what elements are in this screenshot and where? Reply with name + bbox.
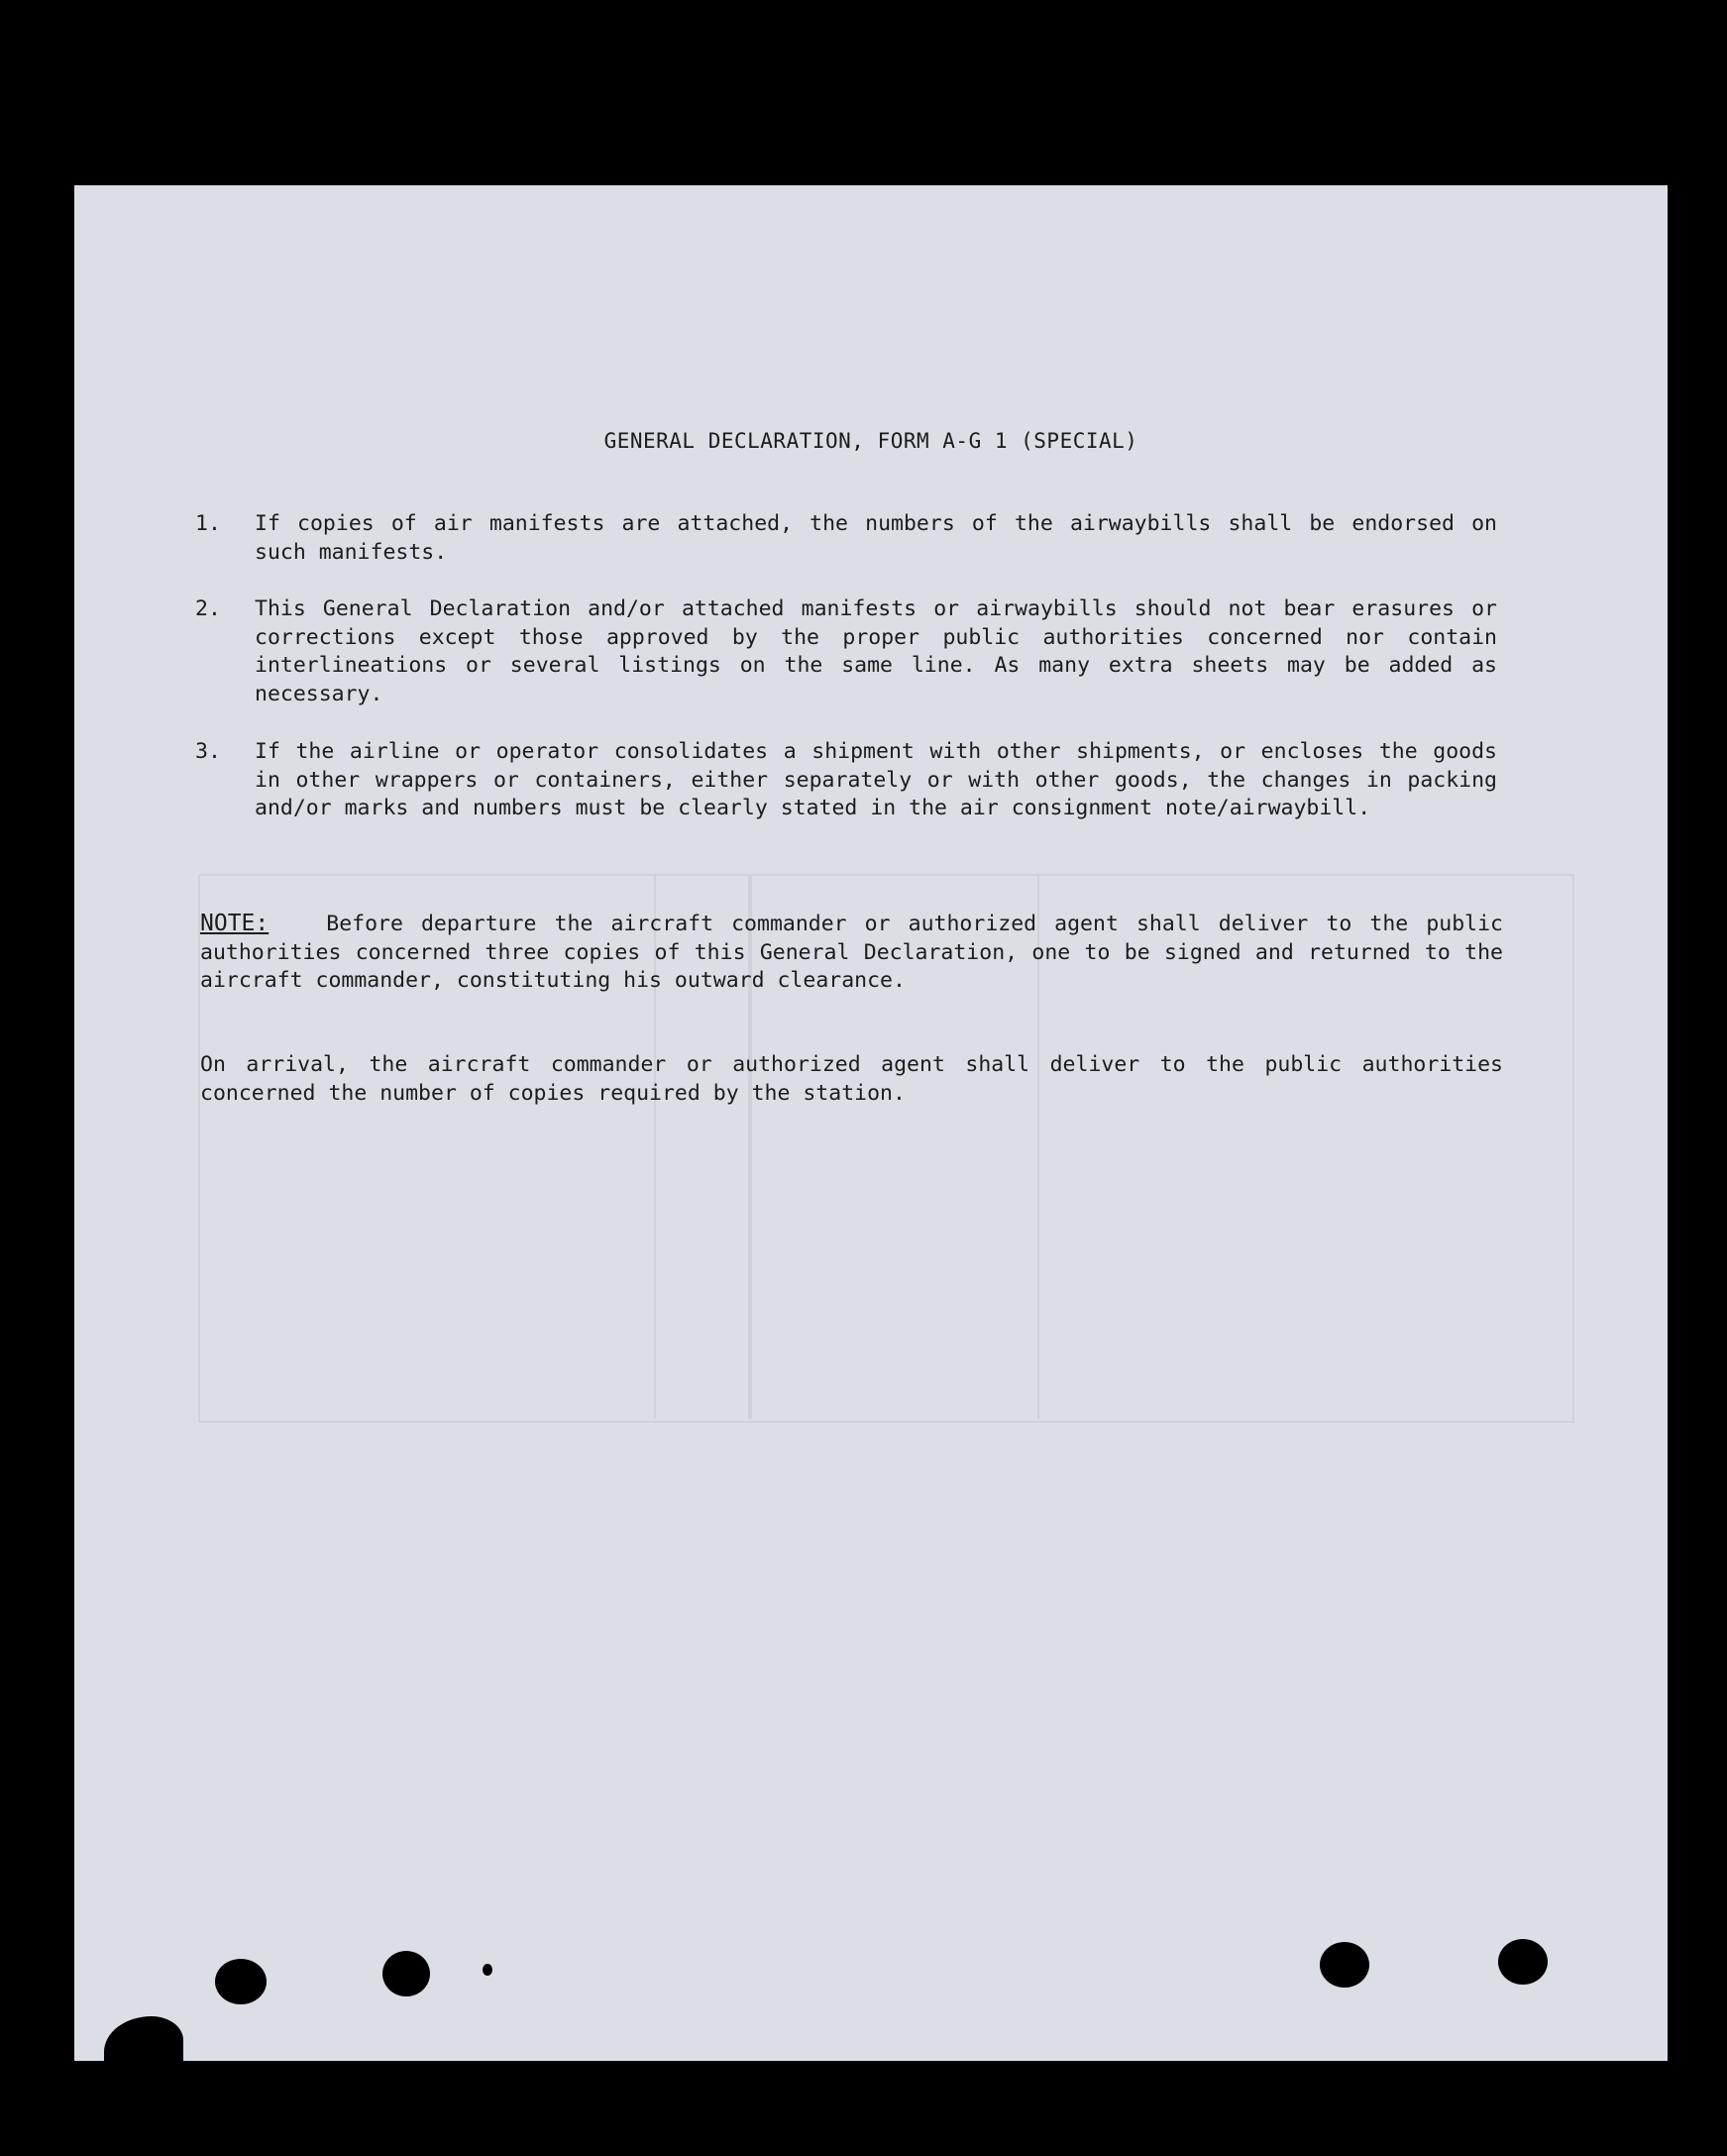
punch-hole bbox=[1320, 1942, 1369, 1988]
torn-corner bbox=[104, 2016, 183, 2061]
note-text: Before departure the aircraft commander or authorized agent shall deliver to the public authorities concerned three copies of this General Declaration, one to be signed and returned to the aircraft commander, constituting his outward clearance. bbox=[200, 912, 1503, 993]
list-item-number: 2. bbox=[195, 596, 221, 621]
list-item-text: If the airline or operator consolidates a shipment with other shipments, or encloses the goods in other wrappers or containers, either separately or with other goods, the changes in packing and/or marks and numbers must be clearly stated in the air consignment note/airwaybill. bbox=[255, 739, 1497, 820]
list-item-number: 3. bbox=[195, 739, 221, 764]
punch-hole bbox=[215, 1959, 267, 2004]
punch-hole bbox=[483, 1964, 492, 1976]
list-item-number: 1. bbox=[195, 511, 221, 536]
list-item-text: This General Declaration and/or attached manifests or airwaybills should not bear erasures or corrections except those approved by the proper public authorities concerned nor contain interlineations or several listings on the same line. As many extra sheets may be added as necessary. bbox=[255, 596, 1497, 706]
document-page bbox=[74, 185, 1668, 2061]
list-item bbox=[195, 510, 1582, 567]
list-item bbox=[195, 738, 1582, 823]
punch-hole bbox=[1498, 1939, 1548, 1985]
note-label: NOTE: bbox=[200, 911, 270, 936]
list-item bbox=[195, 595, 1582, 708]
punch-hole bbox=[382, 1951, 430, 1996]
document-title: GENERAL DECLARATION, FORM A-G 1 (SPECIAL) bbox=[603, 429, 1138, 453]
arrival-paragraph: On arrival, the aircraft commander or authorized agent shall deliver to the public authorities concerned the number of copies required by the station. bbox=[200, 1052, 1503, 1106]
list-item-text: If copies of air manifests are attached, the numbers of the airwaybills shall be endorsed on such manifests. bbox=[255, 511, 1497, 565]
note-paragraph bbox=[200, 910, 1503, 996]
